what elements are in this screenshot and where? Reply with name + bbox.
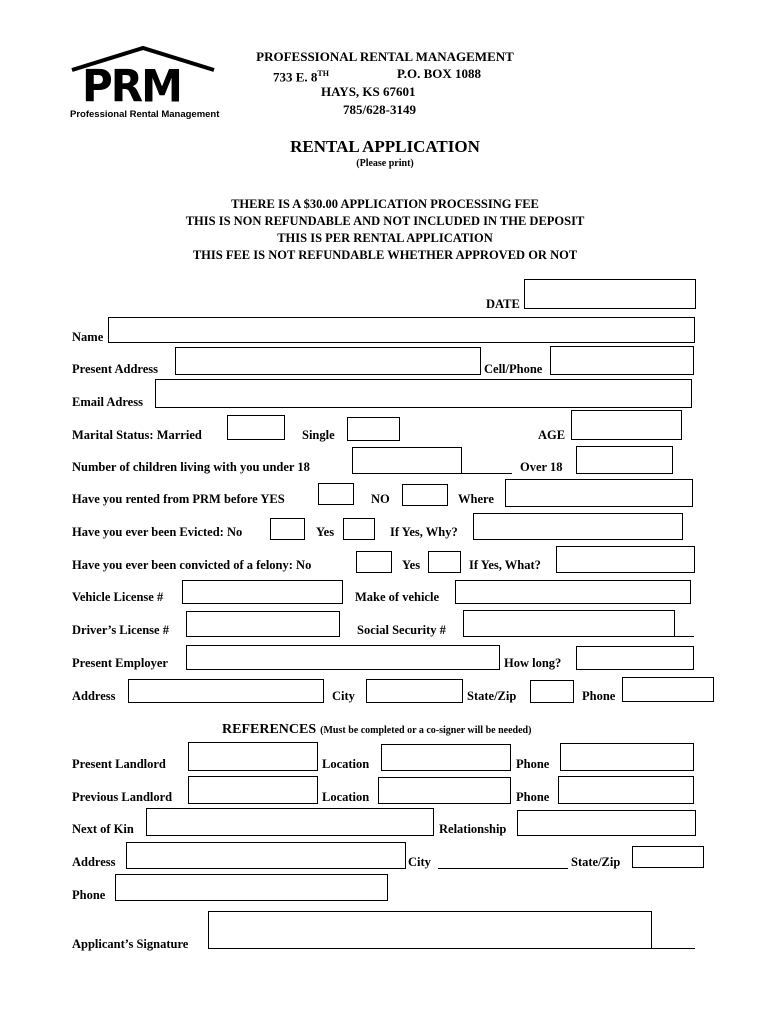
- over-18-field[interactable]: [576, 446, 673, 474]
- previous-landlord-field[interactable]: [188, 776, 318, 804]
- rented-before-label: Have you rented from PRM before YES: [72, 492, 285, 506]
- present-address-label: Present Address: [72, 362, 158, 376]
- felony-yes-label: Yes: [402, 558, 421, 572]
- kin-city-field[interactable]: [438, 868, 568, 869]
- employer-state-zip-label: State/Zip: [467, 689, 517, 703]
- name-field[interactable]: [108, 317, 695, 343]
- children-under-18-underline: [462, 473, 512, 474]
- evicted-yes-label: Yes: [316, 525, 335, 539]
- employer-address-label: Address: [72, 689, 116, 703]
- if-yes-why-field[interactable]: [473, 513, 683, 540]
- where-field[interactable]: [505, 479, 693, 507]
- where-label: Where: [458, 492, 494, 506]
- drivers-license-field[interactable]: [186, 611, 340, 637]
- next-of-kin-label: Next of Kin: [72, 822, 134, 836]
- make-of-vehicle-field[interactable]: [455, 580, 691, 604]
- single-label: Single: [302, 428, 335, 442]
- present-landlord-location-label: Location: [322, 757, 370, 771]
- employer-state-zip-field[interactable]: [530, 680, 574, 703]
- if-yes-why-label: If Yes, Why?: [390, 525, 458, 539]
- marital-status-label: Marital Status: Married: [72, 428, 202, 442]
- kin-phone-field[interactable]: [115, 874, 388, 901]
- email-label: Email Adress: [72, 395, 143, 409]
- fee-notice-line-1: THERE IS A $30.00 APPLICATION PROCESSING FEE: [231, 197, 539, 211]
- company-city: HAYS, KS 67601: [321, 84, 416, 99]
- fee-notice-line-4: THIS FEE IS NOT REFUNDABLE WHETHER APPROVED OR NOT: [192, 248, 578, 262]
- logo-tagline: Professional Rental Management: [70, 109, 220, 120]
- ssn-underline: [675, 636, 694, 637]
- email-field[interactable]: [155, 379, 692, 408]
- previous-landlord-phone-label: Phone: [516, 790, 550, 804]
- rented-before-no-label: NO: [371, 492, 390, 506]
- present-landlord-location-field[interactable]: [381, 744, 511, 771]
- company-pobox: P.O. BOX 1088: [397, 66, 482, 81]
- how-long-label: How long?: [504, 656, 562, 670]
- rented-before-no-checkbox[interactable]: [402, 484, 448, 506]
- kin-state-zip-field[interactable]: [632, 846, 704, 868]
- employer-city-label: City: [332, 689, 355, 703]
- relationship-field[interactable]: [517, 810, 696, 836]
- previous-landlord-phone-field[interactable]: [558, 776, 694, 804]
- over-18-label: Over 18: [520, 460, 563, 474]
- kin-state-zip-label: State/Zip: [571, 855, 621, 869]
- present-employer-label: Present Employer: [72, 656, 168, 670]
- felony-no-checkbox[interactable]: [356, 551, 392, 573]
- present-landlord-phone-label: Phone: [516, 757, 550, 771]
- present-address-field[interactable]: [175, 347, 481, 375]
- children-under-18-field[interactable]: [352, 447, 462, 474]
- children-under-18-label: Number of children living with you under 18: [72, 460, 310, 474]
- kin-address-field[interactable]: [126, 842, 406, 869]
- if-yes-what-field[interactable]: [556, 546, 695, 573]
- company-name: PROFESSIONAL RENTAL MANAGEMENT: [256, 49, 514, 64]
- ssn-field[interactable]: [463, 610, 675, 637]
- evicted-yes-checkbox[interactable]: [343, 518, 375, 540]
- evicted-no-checkbox[interactable]: [270, 518, 305, 540]
- fee-notice-line-2: THIS IS NON REFUNDABLE AND NOT INCLUDED IN THE DEPOSIT: [185, 214, 585, 228]
- married-checkbox[interactable]: [227, 415, 285, 440]
- references-note: (Must be completed or a co-signer will be needed): [320, 725, 532, 736]
- cell-phone-label: Cell/Phone: [484, 362, 543, 376]
- street-superscript: TH: [317, 69, 329, 78]
- references-title: REFERENCES: [222, 722, 317, 737]
- company-street: 733 E. 8TH: [273, 69, 329, 85]
- kin-city-label: City: [408, 855, 431, 869]
- vehicle-license-label: Vehicle License #: [72, 590, 164, 604]
- date-field[interactable]: [524, 279, 696, 309]
- fee-notice-line-3: THIS IS PER RENTAL APPLICATION: [277, 231, 493, 245]
- felony-label: Have you ever been convicted of a felony: No: [72, 558, 312, 572]
- employer-city-field[interactable]: [366, 679, 463, 703]
- drivers-license-label: Driver’s License #: [72, 623, 169, 637]
- relationship-label: Relationship: [439, 822, 507, 836]
- previous-landlord-label: Previous Landlord: [72, 790, 173, 804]
- signature-underline: [652, 948, 695, 949]
- felony-yes-checkbox[interactable]: [428, 551, 461, 573]
- single-checkbox[interactable]: [347, 417, 400, 441]
- cell-phone-field[interactable]: [550, 346, 694, 375]
- kin-address-label: Address: [72, 855, 116, 869]
- employer-address-field[interactable]: [128, 679, 324, 703]
- signature-field[interactable]: [208, 911, 652, 949]
- present-landlord-field[interactable]: [188, 742, 318, 771]
- how-long-field[interactable]: [576, 646, 694, 670]
- form-title: RENTAL APPLICATION: [290, 137, 480, 156]
- name-label: Name: [72, 330, 104, 344]
- present-employer-field[interactable]: [186, 645, 500, 670]
- if-yes-what-label: If Yes, What?: [469, 558, 541, 572]
- age-field[interactable]: [571, 410, 682, 440]
- company-phone: 785/628-3149: [343, 102, 416, 117]
- present-landlord-phone-field[interactable]: [560, 743, 694, 771]
- vehicle-license-field[interactable]: [182, 580, 343, 604]
- company-logo: [68, 44, 218, 122]
- next-of-kin-field[interactable]: [146, 808, 434, 836]
- date-label: DATE: [486, 297, 520, 311]
- previous-landlord-location-label: Location: [322, 790, 370, 804]
- rented-before-yes-checkbox[interactable]: [318, 483, 354, 505]
- previous-landlord-location-field[interactable]: [378, 777, 511, 804]
- form-subtitle: (Please print): [356, 158, 414, 169]
- age-label: AGE: [538, 428, 566, 442]
- evicted-label: Have you ever been Evicted: No: [72, 525, 243, 539]
- references-heading: [222, 720, 531, 738]
- logo-letters: PRM: [82, 60, 181, 113]
- kin-phone-label: Phone: [72, 888, 106, 902]
- ssn-label: Social Security #: [357, 623, 446, 637]
- signature-label: Applicant’s Signature: [72, 937, 189, 951]
- make-of-vehicle-label: Make of vehicle: [355, 590, 440, 604]
- employer-phone-field[interactable]: [622, 677, 714, 702]
- present-landlord-label: Present Landlord: [72, 757, 166, 771]
- employer-phone-label: Phone: [582, 689, 616, 703]
